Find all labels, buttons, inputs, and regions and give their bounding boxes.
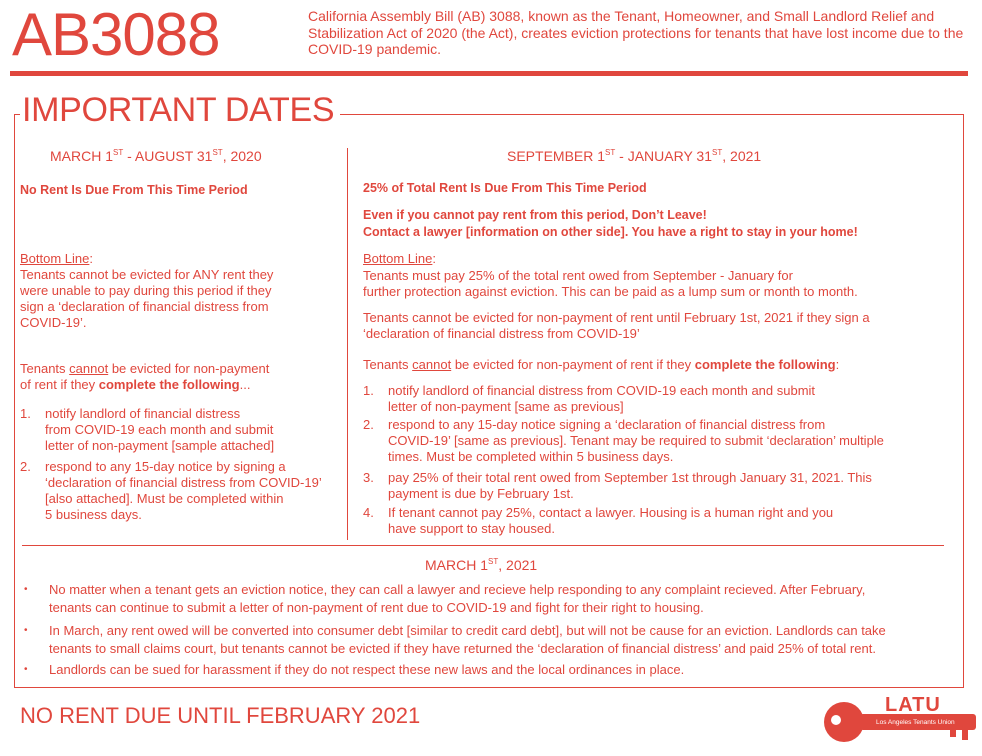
right-list-item: 2. respond to any 15-day notice signing a ‘declaration of financial distress from COVID-19’ [same as previous]. Tenant may be required to submit ‘declaration’ multiple times. Must be completed within 5 business days. [363,417,884,464]
march-heading: MARCH 1ST, 2021 [425,557,538,573]
left-bottom-line-text: Tenants cannot be evicted for ANY rent they were unable to pay during this period if they sign a ‘declaration of financial distress from COVID-19’. [20,267,274,330]
right-list-item: 1. notify landlord of financial distress from COVID-19 each month and submit letter of non-payment [same as previous] [363,383,816,414]
right-list-item: 3. pay 25% of their total rent owed from September 1st through January 31, 2021. This payment is due by February 1st. [363,470,872,501]
right-contact-lawyer: Contact a lawyer [information on other side]. You have a right to stay in your home! [363,225,858,239]
right-conditions-intro: Tenants cannot be evicted for non-payment of rent if they complete the following: [363,357,840,372]
document-title: AB3088 [12,1,220,68]
left-no-rent-notice: No Rent Is Due From This Time Period [20,183,248,197]
header-divider [10,71,968,76]
column-divider [347,148,348,540]
bullet-icon: • [24,584,28,595]
important-dates-heading: IMPORTANT DATES [22,91,335,129]
bullet-icon: • [24,664,28,675]
left-conditions-intro: Tenants cannot be evicted for non-payment of rent if they complete the following... [20,361,270,392]
left-list-item: 1. notify landlord of financial distress from COVID-19 each month and submit letter of non-payment [sample attached] [20,406,275,453]
right-bottom-line-text: Tenants must pay 25% of the total rent owed from September - January for further protection against eviction. This can be paid as a lump sum or month to month. [363,268,858,299]
march-bullet-item: • In March, any rent owed will be converted into consumer debt [similar to credit card debt], but will not be cause for an eviction. Landlords can take tenants to small claims court, but tenants cannot be evicted if they have returned the ‘declaration of financial distress’ and paid 25% of total rent. [24,623,886,656]
right-list-item: 4. If tenant cannot pay 25%, contact a lawyer. Housing is a human right and you have support to stay housed. [363,505,834,536]
right-due-notice: 25% of Total Rent Is Due From This Time Period [363,181,647,195]
logo-wordmark: LATU [885,694,941,716]
right-bottom-line-label: Bottom Line: [363,251,436,266]
left-period-heading: MARCH 1ST - AUGUST 31ST, 2020 [50,148,262,164]
logo-subtitle: Los Angeles Tenants Union [876,719,955,726]
march-bullet-item: • Landlords can be sued for harassment if they do not respect these new laws and the local ordinances in place. [24,662,685,677]
left-bottom-line-label: Bottom Line: [20,251,93,266]
right-period-heading: SEPTEMBER 1ST - JANUARY 31ST, 2021 [507,148,762,164]
footer-slogan: NO RENT DUE UNTIL FEBRUARY 2021 [20,703,421,728]
bullet-icon: • [24,625,28,636]
intro-paragraph: California Assembly Bill (AB) 3088, known as the Tenant, Homeowner, and Small Landlord Relief and Stabilization Act of 2020 (the Act), creates eviction protections for tenants that have lost income due to the COVID-19 pandemic. [308,8,964,57]
left-list-item: 2. respond to any 15-day notice by signing a ‘declaration of financial distress from COVID-19’ [also attached]. Must be completed within 5 business days. [20,459,322,522]
section-divider [22,545,944,546]
right-february-note: Tenants cannot be evicted for non-payment of rent until February 1st, 2021 if they sign a ‘declaration of financial distress from COVID-19’ [363,310,870,341]
right-dont-leave: Even if you cannot pay rent from this period, Don’t Leave! [363,208,707,222]
march-bullet-item: • No matter when a tenant gets an eviction notice, they can call a lawyer and recieve help responding to any complaint recieved. After February, tenants can continue to submit a letter of non-payment of rent due to COVID-19 and fight for their right to housing. [24,582,866,615]
